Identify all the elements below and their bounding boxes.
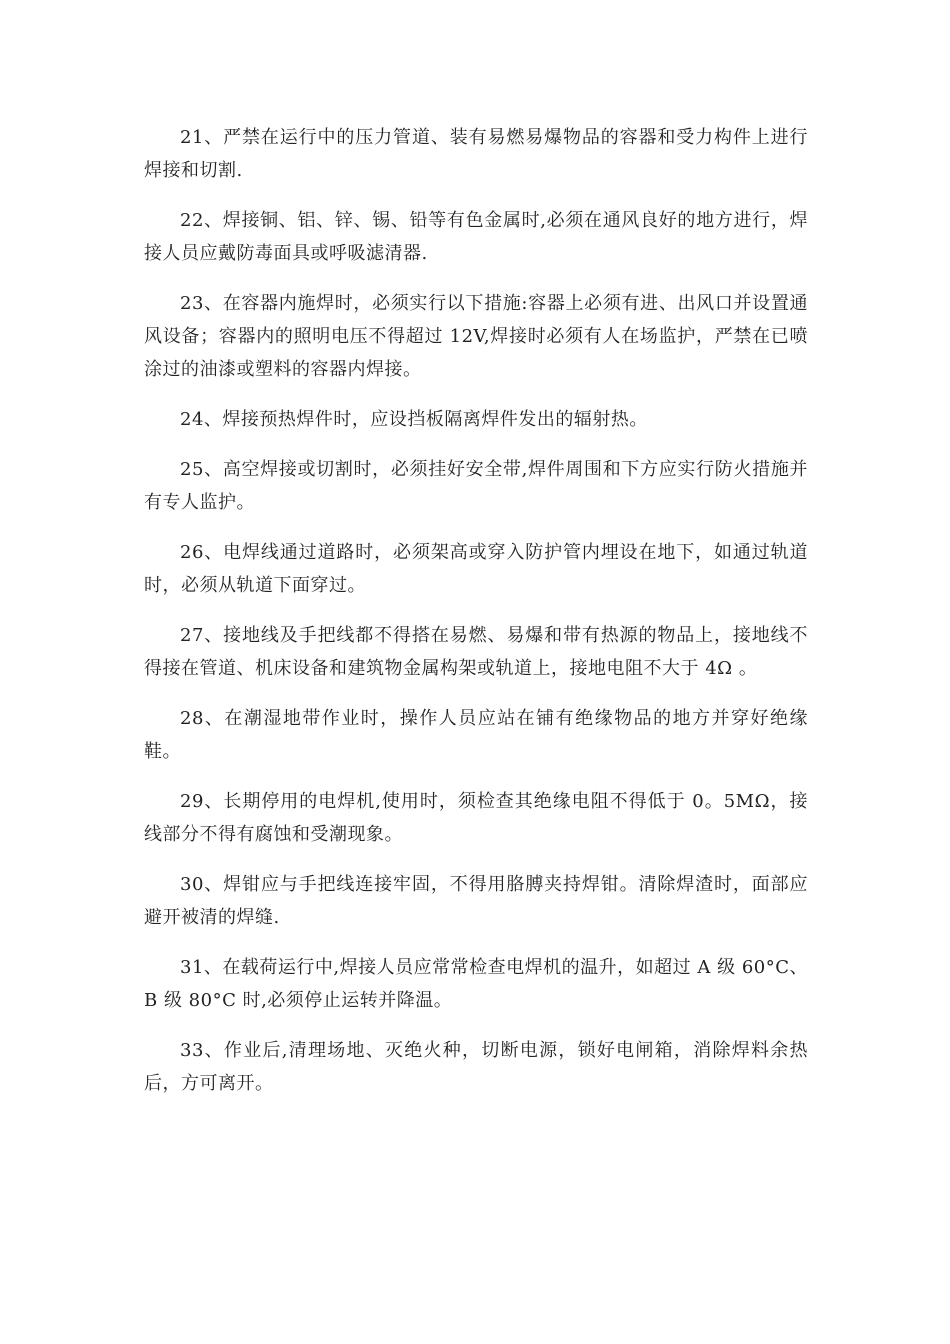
paragraph-29: 29、长期停用的电焊机,使用时，须检查其绝缘电阻不得低于 0。5MΩ，接线部分不得有腐蚀和受潮现象。 xyxy=(144,791,808,845)
paragraph-31: 31、在载荷运行中,焊接人员应常常检查电焊机的温升，如超过 A 级 60°C、B 级 80°C 时,必须停止运转并降温。 xyxy=(144,957,808,1011)
document-body xyxy=(144,121,808,1117)
paragraph-27: 27、接地线及手把线都不得搭在易燃、易爆和带有热源的物品上，接地线不得接在管道、机床设备和建筑物金属构架或轨道上，接地电阻不大于 4Ω 。 xyxy=(144,625,808,679)
paragraph-22: 22、焊接铜、铝、锌、锡、铅等有色金属时,必须在通风良好的地方进行，焊接人员应戴防毒面具或呼吸滤清器. xyxy=(144,210,808,264)
paragraph-21: 21、严禁在运行中的压力管道、装有易燃易爆物品的容器和受力构件上进行焊接和切割. xyxy=(144,127,808,181)
paragraph-24: 24、焊接预热焊件时，应设挡板隔离焊件发出的辐射热。 xyxy=(180,409,648,430)
paragraph-28: 28、在潮湿地带作业时，操作人员应站在铺有绝缘物品的地方并穿好绝缘鞋。 xyxy=(144,708,808,762)
paragraph-30: 30、焊钳应与手把线连接牢固，不得用胳膊夹持焊钳。清除焊渣时，面部应避开被清的焊缝. xyxy=(144,874,808,928)
paragraph-26: 26、电焊线通过道路时，必须架高或穿入防护管内埋设在地下，如通过轨道时，必须从轨道下面穿过。 xyxy=(144,542,808,596)
paragraph-25: 25、高空焊接或切割时，必须挂好安全带,焊件周围和下方应实行防火措施并有专人监护。 xyxy=(144,459,808,513)
paragraph-33: 33、作业后,清理场地、灭绝火种，切断电源，锁好电闸箱，消除焊料余热后，方可离开。 xyxy=(144,1040,808,1094)
paragraph-23: 23、在容器内施焊时，必须实行以下措施:容器上必须有进、出风口并设置通风设备；容器内的照明电压不得超过 12V,焊接时必须有人在场监护，严禁在已喷涂过的油漆或塑料的容器内焊接。 xyxy=(144,293,808,380)
